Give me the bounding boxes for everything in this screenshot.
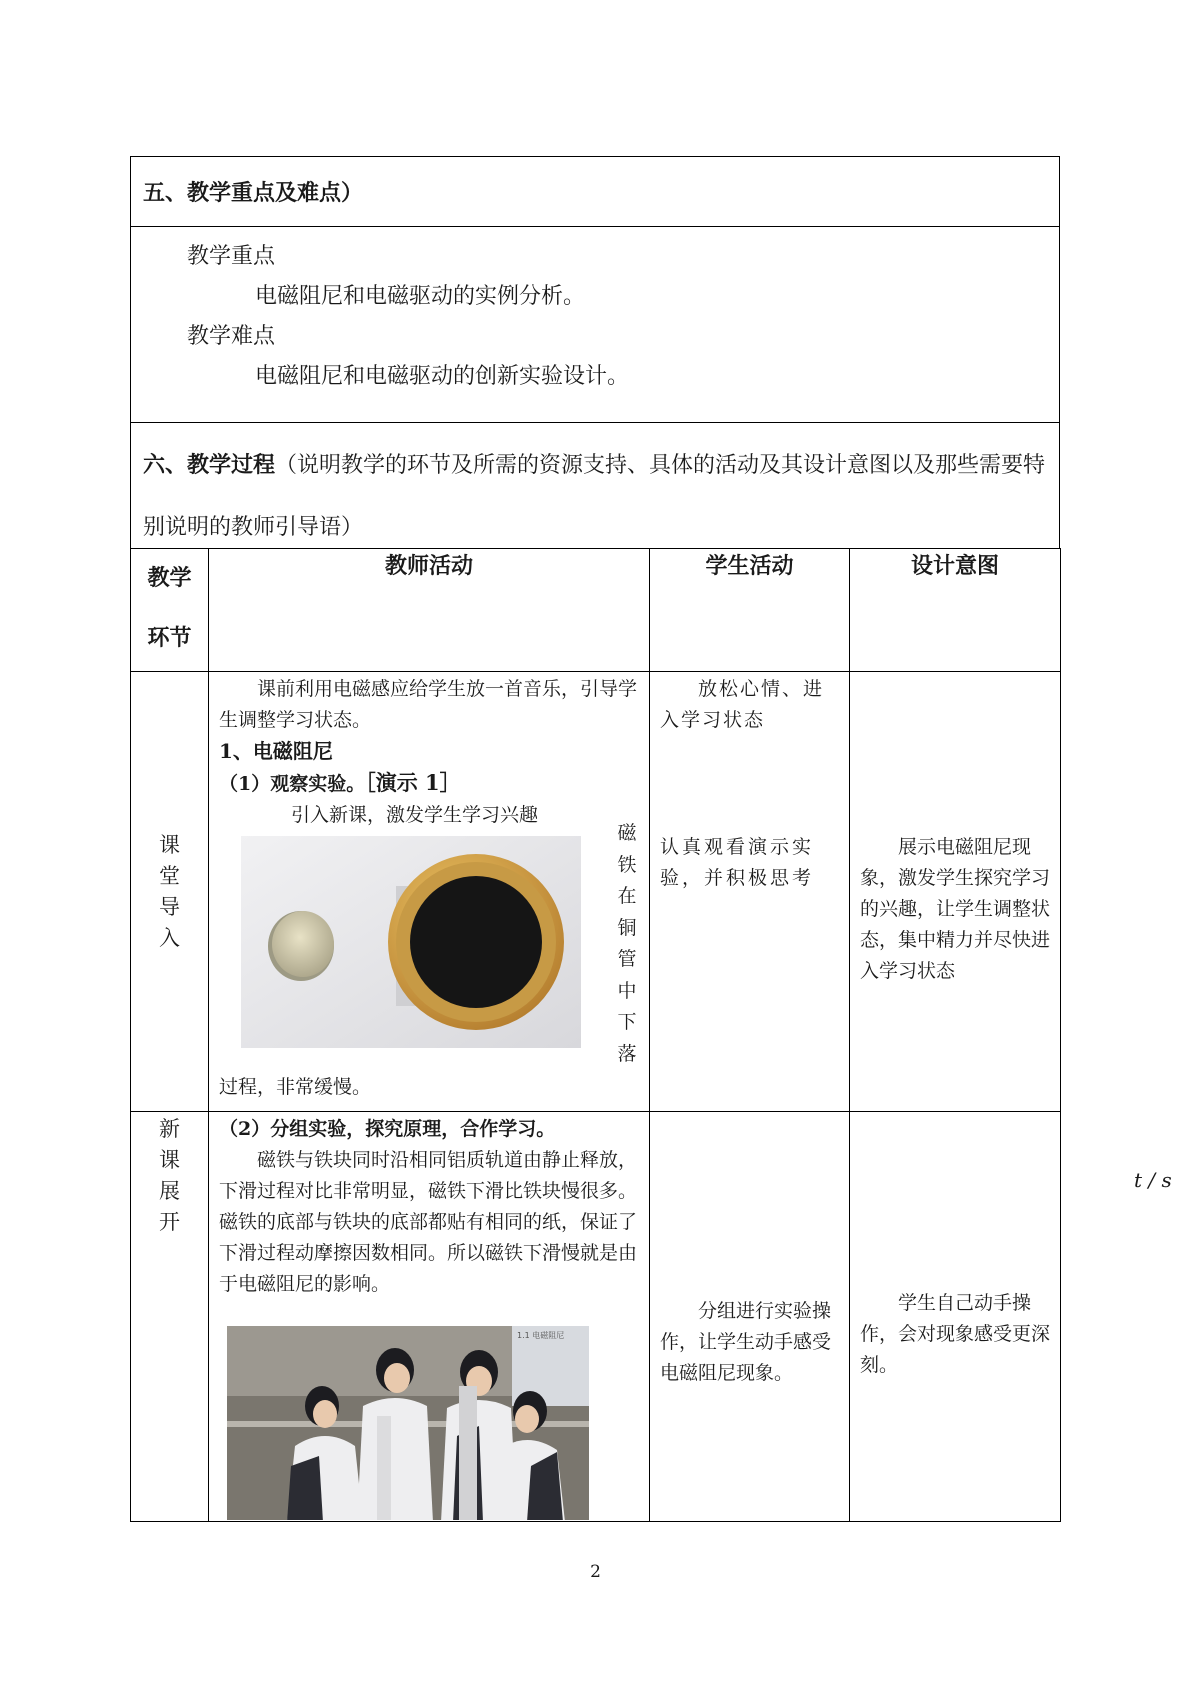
caption-char: 管 (617, 948, 637, 970)
caption-char: 磁 (617, 822, 637, 844)
caption-char: 在 (617, 885, 637, 907)
vertical-caption (615, 818, 639, 1070)
design-intent-cell (850, 672, 1061, 1112)
section5-heading (130, 156, 1060, 226)
teacher-title: 1、电磁阻尼 (219, 739, 333, 763)
section6-heading (130, 422, 1060, 548)
teacher-subtitle (219, 767, 639, 800)
key-point-text: 电磁阻尼和电磁驱动的实例分析。 (255, 284, 586, 309)
page-number: 2 (590, 1562, 601, 1582)
header-stage-line2: 环节 (147, 626, 192, 651)
teacher-intro: 课前利用电磁感应给学生放一首音乐，引导学生调整学习状态。 (219, 678, 638, 731)
section5-heading-text: 五、教学重点及难点） (143, 181, 364, 206)
teacher-subtitle: （2）分组实验，探究原理，合作学习。 (219, 1118, 556, 1140)
stage-text: 课 堂 导 入 (159, 832, 180, 950)
key-point-label: 教学重点 (187, 244, 276, 269)
student-activity-text: 分组进行实验操作，让学生动手感受电磁阻尼现象。 (660, 1300, 832, 1384)
section6-heading-note: （说明教学的环节及所需的资源支持、具体的活动及其设计意图以及那些需要特别说明的教师引导语） (143, 453, 1046, 540)
teacher-activity-cell (209, 672, 650, 1112)
student-activity-cell (650, 672, 850, 1112)
demo-tag: ［演示 1］ (365, 770, 461, 795)
stage-text: 新 课 展 开 (159, 1117, 180, 1234)
header-stage-line1: 教学 (147, 566, 192, 591)
teaching-process-table (130, 548, 1061, 1522)
caption-char: 下 (617, 1011, 637, 1033)
magnet-copper-tube-photo (241, 836, 581, 1048)
lesson-plan-page (130, 156, 1060, 1522)
student-activity-cell (650, 1112, 850, 1522)
section5-content (130, 226, 1060, 422)
magnet-tube-image (241, 836, 581, 1048)
table-row (131, 672, 1061, 1112)
caption-char: 铜 (617, 916, 637, 939)
photo-screen-text: 1.1 电磁阻尼 (517, 1331, 565, 1340)
student-activity-1: 放松心情、进入学习状态 (660, 678, 825, 731)
caption-char: 落 (617, 1042, 637, 1065)
design-intent-cell (850, 1112, 1061, 1522)
caption-end: 过程，非常缓慢。 (219, 1076, 372, 1098)
caption-char: 铁 (617, 853, 637, 876)
stage-cell (131, 672, 209, 1112)
difficulty-label: 教学难点 (187, 324, 276, 349)
teacher-line: 引入新课，激发学生学习兴趣 (291, 804, 539, 826)
teacher-text: 磁铁与铁块同时沿相同铝质轨道由静止释放，下滑过程对比非常明显，磁铁下滑比铁块慢很多。磁铁的底部与铁块的底部都贴有相同的纸，保证了下滑过程动摩擦因数相同。所以磁铁下滑慢就是由于电磁阻尼的影响。 (219, 1149, 638, 1295)
student-activity-2: 认真观看演示实验，并积极思考 (660, 836, 815, 889)
header-teacher: 教师活动 (209, 549, 650, 672)
teacher-activity-cell (209, 1112, 650, 1522)
stage-cell (131, 1112, 209, 1522)
header-design: 设计意图 (850, 549, 1061, 672)
design-intent-text: 展示电磁阻尼现象，激发学生探究学习的兴趣，让学生调整状态，集中精力并尽快进入学习状态 (860, 836, 1051, 982)
table-row (131, 1112, 1061, 1522)
classroom-image (227, 1326, 589, 1520)
section6-heading-bold: 六、教学过程 (143, 453, 276, 478)
group-experiment-photo (227, 1326, 589, 1520)
teacher-subtitle-text: （1）观察实验。 (219, 773, 366, 795)
header-stage (131, 549, 209, 672)
table-header-row (131, 549, 1061, 672)
design-intent-text: 学生自己动手操作，会对现象感受更深刻。 (860, 1292, 1051, 1376)
difficulty-text: 电磁阻尼和电磁驱动的创新实验设计。 (255, 364, 630, 389)
header-student: 学生活动 (650, 549, 850, 672)
caption-char: 中 (617, 979, 637, 1002)
margin-note: t / s (1134, 1168, 1172, 1192)
